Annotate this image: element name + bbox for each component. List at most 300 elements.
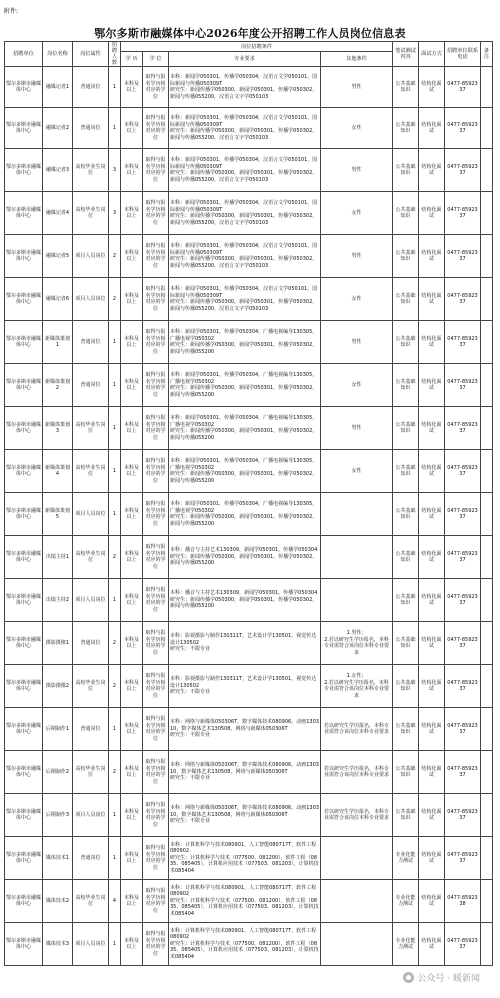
- post-name-cell: [43, 450, 73, 493]
- unit-cell-text: 鄂尔多斯市融媒体中心: [6, 937, 42, 950]
- remark-cell: [481, 536, 493, 579]
- interview-cell-text: 结构化面试: [421, 292, 442, 305]
- post-name-cell-text: 融媒记者1: [45, 83, 70, 90]
- count-cell: [109, 794, 121, 837]
- major-cell-text: 本科：播音与主持艺术130309，新闻学050301，传播学050304 研究生：新闻传播学050300，新闻学050301，传播学050302，新闻与传播055200: [170, 547, 318, 567]
- unit-cell: [5, 192, 43, 235]
- other-cell: [321, 450, 393, 493]
- education-cell-text: 本科及以上: [123, 722, 139, 735]
- major-cell-text: 本科：新闻学050301，传播学050304，广播电视编导130305，广播电视学050302 研究生：新闻传播学050300，新闻学050301，传播学050302，新闻与传播055200: [170, 501, 318, 527]
- education-cell: [121, 67, 143, 108]
- post-name-cell: [43, 579, 73, 622]
- degree-cell-text: 取得与报名学历相对应的学位: [145, 716, 166, 742]
- phone-cell-text: 0477-8592338: [447, 894, 478, 907]
- unit-cell-text: 鄂尔多斯市融媒体中心: [6, 464, 42, 477]
- other-cell-text: 女性: [351, 295, 362, 302]
- interview-cell-text: 结构化面试: [421, 808, 442, 821]
- major-cell-text: 本科：影视摄影与制作130311T，艺术设计学130501，视觉传达设计130502 研究生：不限专业: [170, 633, 317, 653]
- other-cell: [321, 794, 393, 837]
- post-name-cell-text: 后期制作2: [45, 768, 70, 775]
- post-name-cell-text: 新媒体策划2: [44, 378, 70, 391]
- phone-cell: [445, 321, 481, 364]
- major-cell: [169, 665, 321, 708]
- count-cell-text: 1: [112, 381, 117, 388]
- count-cell-text: 2: [112, 252, 117, 259]
- post-attr-cell-text: 高校毕业生岗位: [75, 206, 106, 219]
- interview-cell-text: 结构化面试: [421, 507, 442, 520]
- post-attr-cell-text: 项目人员岗位: [75, 596, 106, 603]
- degree-cell: [143, 923, 169, 966]
- unit-cell: [5, 794, 43, 837]
- count-cell-text: 1: [112, 338, 117, 345]
- post-name-cell-text: 融媒记者4: [45, 209, 70, 216]
- major-cell: [169, 536, 321, 579]
- other-cell-text: 若以研究生学历报名，本科专业需符合该岗位本科专业要求: [324, 808, 390, 821]
- written-test-cell-text: 公共基础知识: [395, 808, 416, 821]
- post-name-cell: [43, 708, 73, 751]
- interview-cell: [419, 149, 445, 192]
- written-test-cell: [393, 493, 419, 536]
- interview-cell: [419, 880, 445, 923]
- interview-cell: [419, 67, 445, 108]
- interview-cell-text: 结构化面试: [421, 249, 442, 262]
- post-name-cell-text: 新媒体策划3: [44, 421, 70, 434]
- table-row: [5, 278, 493, 321]
- col-interview-header: 面试方式: [419, 42, 445, 67]
- written-test-cell: [393, 751, 419, 794]
- unit-cell: [5, 751, 43, 794]
- other-cell: [321, 751, 393, 794]
- count-cell-text: 2: [112, 682, 117, 689]
- post-name-cell-text: 后期制作3: [45, 811, 70, 818]
- major-cell: [169, 622, 321, 665]
- post-attr-cell: [73, 837, 109, 880]
- remark-cell: [481, 450, 493, 493]
- phone-cell: [445, 108, 481, 149]
- phone-cell: [445, 364, 481, 407]
- table-row: [5, 149, 493, 192]
- col-post-attr-header: 岗位属性: [73, 42, 109, 67]
- degree-cell: [143, 579, 169, 622]
- phone-cell-text: 0477-8592337: [447, 421, 478, 434]
- major-cell: [169, 708, 321, 751]
- post-attr-cell: [73, 407, 109, 450]
- other-cell: [321, 235, 393, 278]
- unit-cell-text: 鄂尔多斯市融媒体中心: [6, 722, 42, 735]
- post-attr-cell-text: 高校毕业生岗位: [75, 550, 106, 563]
- table-row: [5, 794, 493, 837]
- other-cell: [321, 149, 393, 192]
- interview-cell: [419, 536, 445, 579]
- count-cell-text: 1: [112, 596, 117, 603]
- interview-cell: [419, 837, 445, 880]
- interview-cell-text: 结构化面试: [421, 121, 442, 134]
- count-cell-text: 1: [112, 424, 117, 431]
- conditions-group-header: 岗位招聘条件: [121, 42, 393, 52]
- degree-cell: [143, 67, 169, 108]
- phone-cell-text: 0477-8592337: [447, 121, 478, 134]
- other-cell: [321, 108, 393, 149]
- table-row: [5, 108, 493, 149]
- count-cell: [109, 108, 121, 149]
- count-cell-text: 2: [112, 295, 117, 302]
- unit-cell: [5, 579, 43, 622]
- written-test-cell-text: 公共基础知识: [395, 249, 416, 262]
- count-cell: [109, 665, 121, 708]
- education-cell: [121, 108, 143, 149]
- col-major-header: 专业要求: [169, 52, 321, 67]
- count-cell-text: 2: [112, 768, 117, 775]
- phone-cell-text: 0477-8592337: [447, 378, 478, 391]
- written-test-cell-text: 公共基础知识: [395, 679, 416, 692]
- interview-cell-text: 结构化面试: [421, 722, 442, 735]
- education-cell: [121, 708, 143, 751]
- major-cell-text: 本科：新闻学050301，传播学050304，汉语言文学050101，国际新闻与传播050309T 研究生：新闻传播学050300，新闻学050301，传播学050302，新闻与传播055200，汉语言文字学050103: [170, 200, 318, 226]
- phone-cell-text: 0477-8592337: [447, 507, 478, 520]
- post-attr-cell: [73, 923, 109, 966]
- degree-cell-text: 取得与报名学历相对应的学位: [145, 587, 166, 613]
- major-cell-text: 本科：新闻学050301，传播学050304，广播电视编导130305，广播电视学050302 研究生：新闻传播学050300，新闻学050301，传播学050302，新闻与传播055200: [170, 329, 318, 355]
- unit-cell-text: 鄂尔多斯市融媒体中心: [6, 765, 42, 778]
- unit-cell-text: 鄂尔多斯市融媒体中心: [6, 507, 42, 520]
- remark-cell: [481, 622, 493, 665]
- post-name-cell-text: 新媒体策划5: [44, 507, 70, 520]
- degree-cell-text: 取得与报名学历相对应的学位: [145, 630, 166, 656]
- post-attr-cell: [73, 450, 109, 493]
- written-test-cell: [393, 108, 419, 149]
- table-row: [5, 235, 493, 278]
- post-name-cell-text: 摄影摄像2: [45, 682, 70, 689]
- education-cell-text: 本科及以上: [123, 80, 139, 93]
- degree-cell: [143, 708, 169, 751]
- major-cell: [169, 364, 321, 407]
- written-test-cell-text: 专业化能力测试: [395, 851, 416, 864]
- post-name-cell: [43, 108, 73, 149]
- interview-cell: [419, 450, 445, 493]
- written-test-cell-text: 公共基础知识: [395, 722, 416, 735]
- major-cell-text: 本科：计算机科学与技术080901，人工智能080717T，软件工程080902 研究生：计算机科学与技术（077500、081200），软件工程（0835、085405），计算机应用技术（077503、081203），计算机技术085404: [170, 841, 319, 874]
- degree-cell-text: 取得与报名学历相对应的学位: [145, 329, 166, 355]
- major-cell: [169, 493, 321, 536]
- other-cell-text: 女性: [351, 124, 362, 131]
- count-cell: [109, 493, 121, 536]
- written-test-cell-text: 公共基础知识: [395, 421, 416, 434]
- major-cell: [169, 321, 321, 364]
- other-cell: [321, 665, 393, 708]
- interview-cell: [419, 708, 445, 751]
- degree-cell-text: 取得与报名学历相对应的学位: [145, 157, 166, 183]
- written-test-cell: [393, 364, 419, 407]
- other-cell: [321, 407, 393, 450]
- post-name-cell-text: 融媒记者3: [45, 166, 70, 173]
- major-cell: [169, 579, 321, 622]
- phone-cell: [445, 149, 481, 192]
- count-cell-text: 1: [112, 510, 117, 517]
- other-cell: [321, 880, 393, 923]
- interview-cell: [419, 108, 445, 149]
- phone-cell: [445, 450, 481, 493]
- post-name-cell-text: 融媒记者6: [45, 295, 70, 302]
- col-degree-header: 学 位: [143, 52, 169, 67]
- count-cell: [109, 536, 121, 579]
- major-cell: [169, 67, 321, 108]
- education-cell: [121, 149, 143, 192]
- post-attr-cell-text: 项目人员岗位: [75, 295, 106, 302]
- phone-cell: [445, 536, 481, 579]
- phone-cell-text: 0477-8592337: [447, 808, 478, 821]
- interview-cell-text: 结构化面试: [421, 636, 442, 649]
- phone-cell-text: 0477-8592337: [447, 722, 478, 735]
- education-cell-text: 本科及以上: [123, 808, 139, 821]
- phone-cell: [445, 708, 481, 751]
- post-attr-cell-text: 高校毕业生岗位: [75, 421, 106, 434]
- major-cell-text: 本科：计算机科学与技术080901，人工智能080717T，软件工程080902 研究生：计算机科学与技术（077500、081200），软件工程（0835、085405），计算机应用技术（077503、081203），计算机技术085404: [170, 884, 319, 917]
- phone-cell: [445, 794, 481, 837]
- interview-cell: [419, 665, 445, 708]
- phone-cell: [445, 235, 481, 278]
- major-cell-text: 本科：新闻学050301，传播学050304，汉语言文学050101，国际新闻与传播050309T 研究生：新闻传播学050300，新闻学050301，传播学050302，新闻与传播055200，汉语言文字学050103: [170, 115, 318, 141]
- interview-cell: [419, 278, 445, 321]
- other-cell-text: 若以研究生学历报名，本科专业需符合该岗位本科专业要求: [324, 722, 390, 735]
- phone-cell-text: 0477-8592337: [447, 464, 478, 477]
- major-cell: [169, 235, 321, 278]
- major-cell: [169, 450, 321, 493]
- count-cell-text: 1: [112, 124, 117, 131]
- degree-cell: [143, 880, 169, 923]
- education-cell-text: 本科及以上: [123, 292, 139, 305]
- post-attr-cell: [73, 321, 109, 364]
- written-test-cell-text: 公共基础知识: [395, 163, 416, 176]
- degree-cell-text: 取得与报名学历相对应的学位: [145, 673, 166, 699]
- degree-cell-text: 取得与报名学历相对应的学位: [145, 802, 166, 828]
- post-attr-cell: [73, 536, 109, 579]
- phone-cell-text: 0477-8592337: [447, 593, 478, 606]
- degree-cell: [143, 622, 169, 665]
- count-cell: [109, 579, 121, 622]
- major-cell-text: 本科：新闻学050301，传播学050304，广播电视编导130305，广播电视学050302 研究生：新闻传播学050300，新闻学050301，传播学050302，新闻与传播055200: [170, 458, 318, 484]
- degree-cell-text: 取得与报名学历相对应的学位: [145, 243, 166, 269]
- post-name-cell: [43, 192, 73, 235]
- written-test-cell: [393, 622, 419, 665]
- count-cell: [109, 67, 121, 108]
- education-cell: [121, 923, 143, 966]
- written-test-cell-text: 公共基础知识: [395, 593, 416, 606]
- degree-cell: [143, 450, 169, 493]
- written-test-cell-text: 公共基础知识: [395, 80, 416, 93]
- degree-cell: [143, 235, 169, 278]
- col-remark-header: 备注: [481, 42, 493, 67]
- count-cell-text: 3: [112, 166, 117, 173]
- attachment-label: 附件:: [4, 8, 19, 15]
- count-cell: [109, 837, 121, 880]
- degree-cell: [143, 751, 169, 794]
- interview-cell: [419, 794, 445, 837]
- phone-cell-text: 0477-8592337: [447, 550, 478, 563]
- major-cell-text: 本科：计算机科学与技术080901，人工智能080717T，软件工程080902 研究生：计算机科学与技术（077500、081200），软件工程（0835、085405），计算机应用技术（077503、081203），计算机技术085404: [170, 927, 319, 960]
- count-cell: [109, 450, 121, 493]
- unit-cell-text: 鄂尔多斯市融媒体中心: [6, 80, 42, 93]
- table-row: [5, 751, 493, 794]
- post-name-cell-text: 新媒体策划1: [44, 335, 70, 348]
- education-cell-text: 本科及以上: [123, 937, 139, 950]
- table-row: [5, 493, 493, 536]
- other-cell: [321, 192, 393, 235]
- post-name-cell-text: 摄影摄像1: [45, 639, 70, 646]
- major-cell-text: 本科：新闻学050301，传播学050304，广播电视编导130305，广播电视学050302 研究生：新闻传播学050300，新闻学050301，传播学050302，新闻与传播055200: [170, 415, 318, 441]
- phone-cell-text: 0477-8592337: [447, 163, 478, 176]
- interview-cell-text: 结构化面试: [421, 679, 442, 692]
- written-test-cell: [393, 880, 419, 923]
- education-cell-text: 本科及以上: [123, 851, 139, 864]
- education-cell: [121, 321, 143, 364]
- post-name-cell-text: 媒体技术2: [45, 897, 70, 904]
- degree-cell: [143, 278, 169, 321]
- phone-cell-text: 0477-8592337: [447, 80, 478, 93]
- phone-cell: [445, 493, 481, 536]
- unit-cell-text: 鄂尔多斯市融媒体中心: [6, 679, 42, 692]
- page-title: 鄂尔多斯市融媒体中心2026年度公开招聘工作人员岗位信息表: [94, 27, 406, 40]
- written-test-cell-text: 公共基础知识: [395, 550, 416, 563]
- interview-cell: [419, 235, 445, 278]
- unit-cell-text: 鄂尔多斯市融媒体中心: [6, 163, 42, 176]
- written-test-cell-text: 专业化能力测试: [395, 937, 416, 950]
- phone-cell-text: 0477-8592337: [447, 937, 478, 950]
- major-cell: [169, 278, 321, 321]
- written-test-cell: [393, 536, 419, 579]
- count-cell: [109, 751, 121, 794]
- phone-cell: [445, 192, 481, 235]
- interview-cell-text: 结构化面试: [421, 765, 442, 778]
- major-cell: [169, 837, 321, 880]
- interview-cell-text: 结构化面试: [421, 550, 442, 563]
- unit-cell: [5, 622, 43, 665]
- other-cell: [321, 622, 393, 665]
- remark-cell: [481, 407, 493, 450]
- degree-cell: [143, 149, 169, 192]
- degree-cell-text: 取得与报名学历相对应的学位: [145, 759, 166, 785]
- phone-cell: [445, 751, 481, 794]
- count-cell: [109, 880, 121, 923]
- degree-cell-text: 取得与报名学历相对应的学位: [145, 458, 166, 484]
- phone-cell: [445, 665, 481, 708]
- major-cell-text: 本科：网络与新媒体050306T，数字媒体技术080906，动画130310，数字媒体艺术130508，网络与新媒体050306T 研究生：不限专业: [170, 762, 319, 782]
- post-attr-cell: [73, 192, 109, 235]
- unit-cell-text: 鄂尔多斯市融媒体中心: [6, 335, 42, 348]
- post-attr-cell: [73, 665, 109, 708]
- education-cell-text: 本科及以上: [123, 550, 139, 563]
- interview-cell: [419, 493, 445, 536]
- remark-cell: [481, 751, 493, 794]
- post-name-cell: [43, 880, 73, 923]
- interview-cell: [419, 407, 445, 450]
- degree-cell-text: 取得与报名学历相对应的学位: [145, 501, 166, 527]
- written-test-cell: [393, 192, 419, 235]
- table-row: [5, 364, 493, 407]
- post-name-cell: [43, 407, 73, 450]
- unit-cell: [5, 923, 43, 966]
- table-body: [5, 67, 493, 966]
- table-row: [5, 665, 493, 708]
- count-cell: [109, 278, 121, 321]
- education-cell-text: 本科及以上: [123, 163, 139, 176]
- interview-cell-text: 结构化面试: [421, 593, 442, 606]
- post-name-cell: [43, 493, 73, 536]
- remark-cell: [481, 794, 493, 837]
- count-cell-text: 2: [112, 553, 117, 560]
- unit-cell-text: 鄂尔多斯市融媒体中心: [6, 894, 42, 907]
- col-phone-header: 招聘单位联系电话: [445, 42, 481, 67]
- post-attr-cell-text: 高校毕业生岗位: [75, 464, 106, 477]
- major-cell: [169, 794, 321, 837]
- count-cell-text: 3: [112, 209, 117, 216]
- major-cell-text: 本科：新闻学050301，传播学050304，汉语言文学050101，国际新闻与传播050309T 研究生：新闻传播学050300，新闻学050301，传播学050302，新闻与传播055200，汉语言文字学050103: [170, 286, 318, 312]
- education-cell: [121, 622, 143, 665]
- phone-cell: [445, 837, 481, 880]
- recruitment-table: [4, 41, 493, 966]
- post-name-cell-text: 媒体技术1: [45, 854, 70, 861]
- count-cell-text: 4: [112, 897, 117, 904]
- count-cell-text: 1: [112, 467, 117, 474]
- education-cell-text: 本科及以上: [123, 421, 139, 434]
- remark-cell: [481, 880, 493, 923]
- major-cell-text: 本科：播音与主持艺术130309，新闻学050301，传播学050304 研究生：新闻传播学050300，新闻学050301，传播学050302，新闻与传播055200: [170, 590, 318, 610]
- phone-cell: [445, 67, 481, 108]
- post-attr-cell: [73, 880, 109, 923]
- major-cell: [169, 108, 321, 149]
- education-cell-text: 本科及以上: [123, 206, 139, 219]
- other-cell: [321, 708, 393, 751]
- other-cell: [321, 278, 393, 321]
- phone-cell: [445, 278, 481, 321]
- phone-cell-text: 0477-8592337: [447, 765, 478, 778]
- major-cell-text: 本科：新闻学050301，传播学050304，汉语言文学050101，国际新闻与传播050309T 研究生：新闻传播学050300，新闻学050301，传播学050302，新闻与传播055200，汉语言文字学050103: [170, 74, 318, 100]
- written-test-cell: [393, 235, 419, 278]
- written-test-cell-text: 公共基础知识: [395, 206, 416, 219]
- remark-cell: [481, 192, 493, 235]
- post-name-cell: [43, 622, 73, 665]
- col-post-name-header: 岗位名称: [43, 42, 73, 67]
- major-cell: [169, 192, 321, 235]
- phone-cell-text: 0477-8592337: [447, 206, 478, 219]
- degree-cell-text: 取得与报名学历相对应的学位: [145, 115, 166, 141]
- post-name-cell: [43, 364, 73, 407]
- written-test-cell: [393, 794, 419, 837]
- col-unit-header: 招聘单位: [5, 42, 43, 67]
- post-attr-cell-text: 普通岗位: [80, 124, 101, 131]
- col-other-header: 其他条件: [321, 52, 393, 67]
- count-cell: [109, 622, 121, 665]
- unit-cell-text: 鄂尔多斯市融媒体中心: [6, 421, 42, 434]
- post-attr-cell-text: 项目人员岗位: [75, 252, 106, 259]
- written-test-cell-text: 公共基础知识: [395, 507, 416, 520]
- post-attr-cell-text: 项目人员岗位: [75, 811, 106, 818]
- post-attr-cell: [73, 278, 109, 321]
- degree-cell: [143, 794, 169, 837]
- remark-cell: [481, 321, 493, 364]
- count-cell: [109, 708, 121, 751]
- table-row: [5, 407, 493, 450]
- remark-cell: [481, 235, 493, 278]
- count-cell: [109, 235, 121, 278]
- col-written-test-header: 笔试测试内容: [393, 42, 419, 67]
- interview-cell-text: 结构化面试: [421, 894, 442, 907]
- unit-cell-text: 鄂尔多斯市融媒体中心: [6, 636, 42, 649]
- header-row-1: [5, 42, 493, 52]
- education-cell-text: 本科及以上: [123, 894, 139, 907]
- table-row: [5, 321, 493, 364]
- other-cell: [321, 837, 393, 880]
- other-cell-text: 男性: [351, 252, 362, 259]
